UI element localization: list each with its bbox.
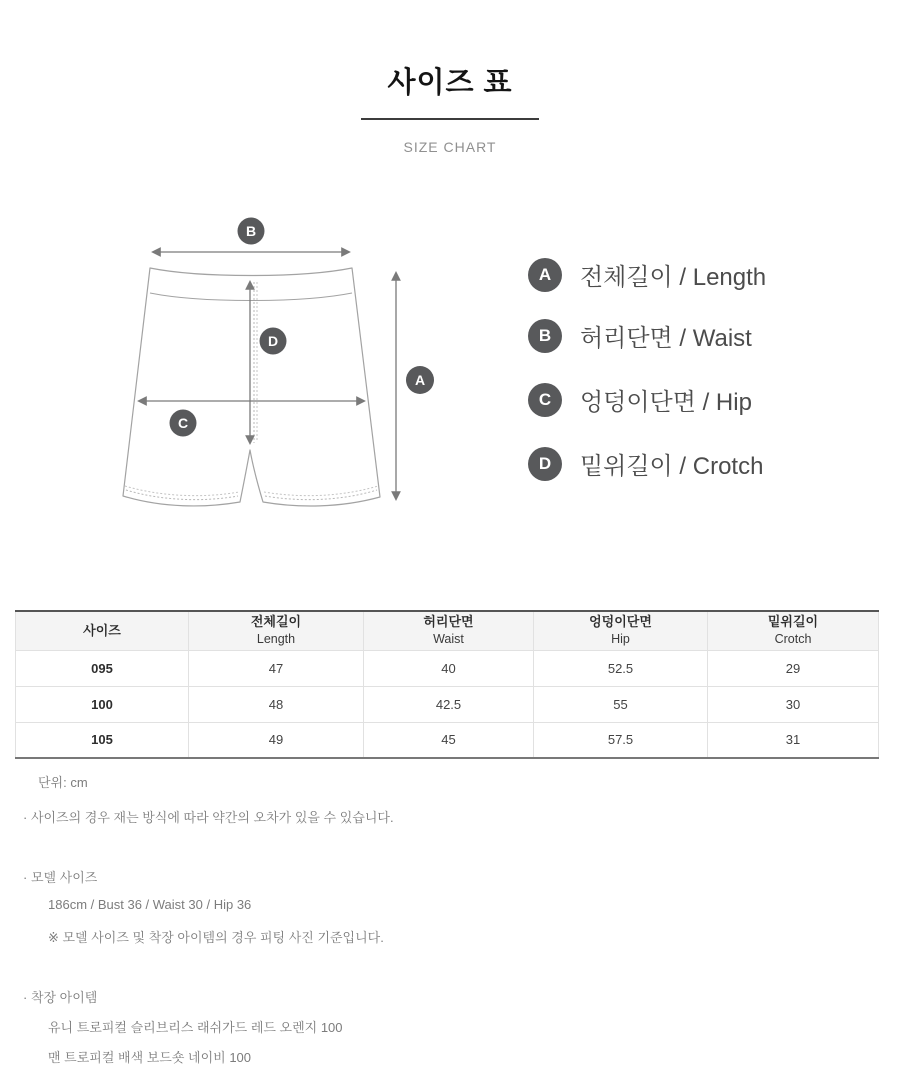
legend-a-label: 전체길이 / Length — [580, 264, 767, 291]
header-length-ko: 전체길이 — [250, 614, 302, 630]
size-table — [15, 610, 879, 759]
cell-105-crotch: 31 — [708, 722, 879, 758]
legend-d-circle: D — [528, 447, 562, 481]
note-model-title: · 모델 사이즈 — [23, 870, 98, 885]
header-length-en: Length — [256, 631, 296, 646]
cell-size-105: 105 — [16, 722, 189, 758]
legend-c-circle: C — [528, 383, 562, 417]
title-block — [0, 0, 900, 155]
cell-105-waist: 45 — [364, 722, 534, 758]
cell-size-100: 100 — [16, 686, 189, 722]
header-hip-ko: 엉덩이단면 — [589, 614, 652, 630]
table-row — [16, 650, 879, 686]
header-hip-en: Hip — [611, 631, 630, 646]
shorts-diagram — [100, 210, 445, 515]
header-cell-length — [189, 611, 364, 650]
cell-095-crotch: 29 — [708, 650, 879, 686]
header-crotch-en: Crotch — [774, 631, 812, 646]
title-underline — [361, 118, 539, 120]
legend-d-label: 밑위길이 / Crotch — [580, 453, 764, 480]
cell-105-hip: 57.5 — [534, 722, 708, 758]
legend-a-circle: A — [528, 258, 562, 292]
header-cell-hip — [534, 611, 708, 650]
note-outfit-item-1: 유니 트로피컬 슬리브리스 래쉬가드 레드 오렌지 100 — [48, 1020, 343, 1035]
header-cell-size — [16, 611, 189, 650]
legend-item-length — [528, 257, 766, 292]
page-title: 사이즈 표 — [387, 67, 513, 99]
page-subtitle: SIZE CHART — [403, 139, 497, 155]
note-outfit-item-2: 맨 트로피컬 배색 보드숏 네이비 100 — [48, 1050, 252, 1065]
cell-size-095: 095 — [16, 650, 189, 686]
cell-100-hip: 55 — [534, 686, 708, 722]
table-header-row — [16, 611, 879, 650]
shorts-outline-group — [123, 268, 380, 506]
marker-c-letter: C — [177, 415, 189, 431]
note-model-fitting: ※ 모델 사이즈 및 착장 아이템의 경우 피팅 사진 기준입니다. — [48, 930, 384, 945]
cell-095-length: 47 — [189, 650, 364, 686]
header-crotch-ko: 밑위길이 — [767, 614, 819, 630]
marker-d-letter: D — [267, 333, 279, 349]
cell-100-crotch: 30 — [708, 686, 879, 722]
header-size-ko: 사이즈 — [83, 622, 121, 638]
cell-095-hip: 52.5 — [534, 650, 708, 686]
note-model-size: 186cm / Bust 36 / Waist 30 / Hip 36 — [48, 897, 252, 912]
legend-c-label: 엉덩이단면 / Hip — [580, 389, 752, 416]
header-cell-waist — [364, 611, 534, 650]
legend-b-circle: B — [528, 319, 562, 353]
header-waist-ko: 허리단면 — [423, 614, 474, 630]
marker-a-letter: A — [414, 372, 426, 388]
legend-item-waist — [528, 318, 752, 353]
table-row — [16, 722, 879, 758]
shorts-body — [123, 268, 380, 506]
header-waist-en: Waist — [433, 631, 464, 646]
note-unit: 단위: cm — [38, 775, 88, 790]
note-tolerance: · 사이즈의 경우 재는 방식에 따라 약간의 오차가 있을 수 있습니다. — [23, 810, 394, 825]
legend-item-crotch — [528, 446, 763, 481]
legend-b-label: 허리단면 / Waist — [580, 325, 752, 352]
table-row — [16, 686, 879, 722]
marker-b-letter: B — [245, 223, 257, 239]
legend-item-hip — [528, 382, 752, 417]
note-outfit-title: · 착장 아이템 — [23, 990, 98, 1005]
cell-100-length: 48 — [189, 686, 364, 722]
cell-105-length: 49 — [189, 722, 364, 758]
cell-095-waist: 40 — [364, 650, 534, 686]
notes-section — [0, 770, 900, 1067]
header-cell-crotch — [708, 611, 879, 650]
cell-100-waist: 42.5 — [364, 686, 534, 722]
